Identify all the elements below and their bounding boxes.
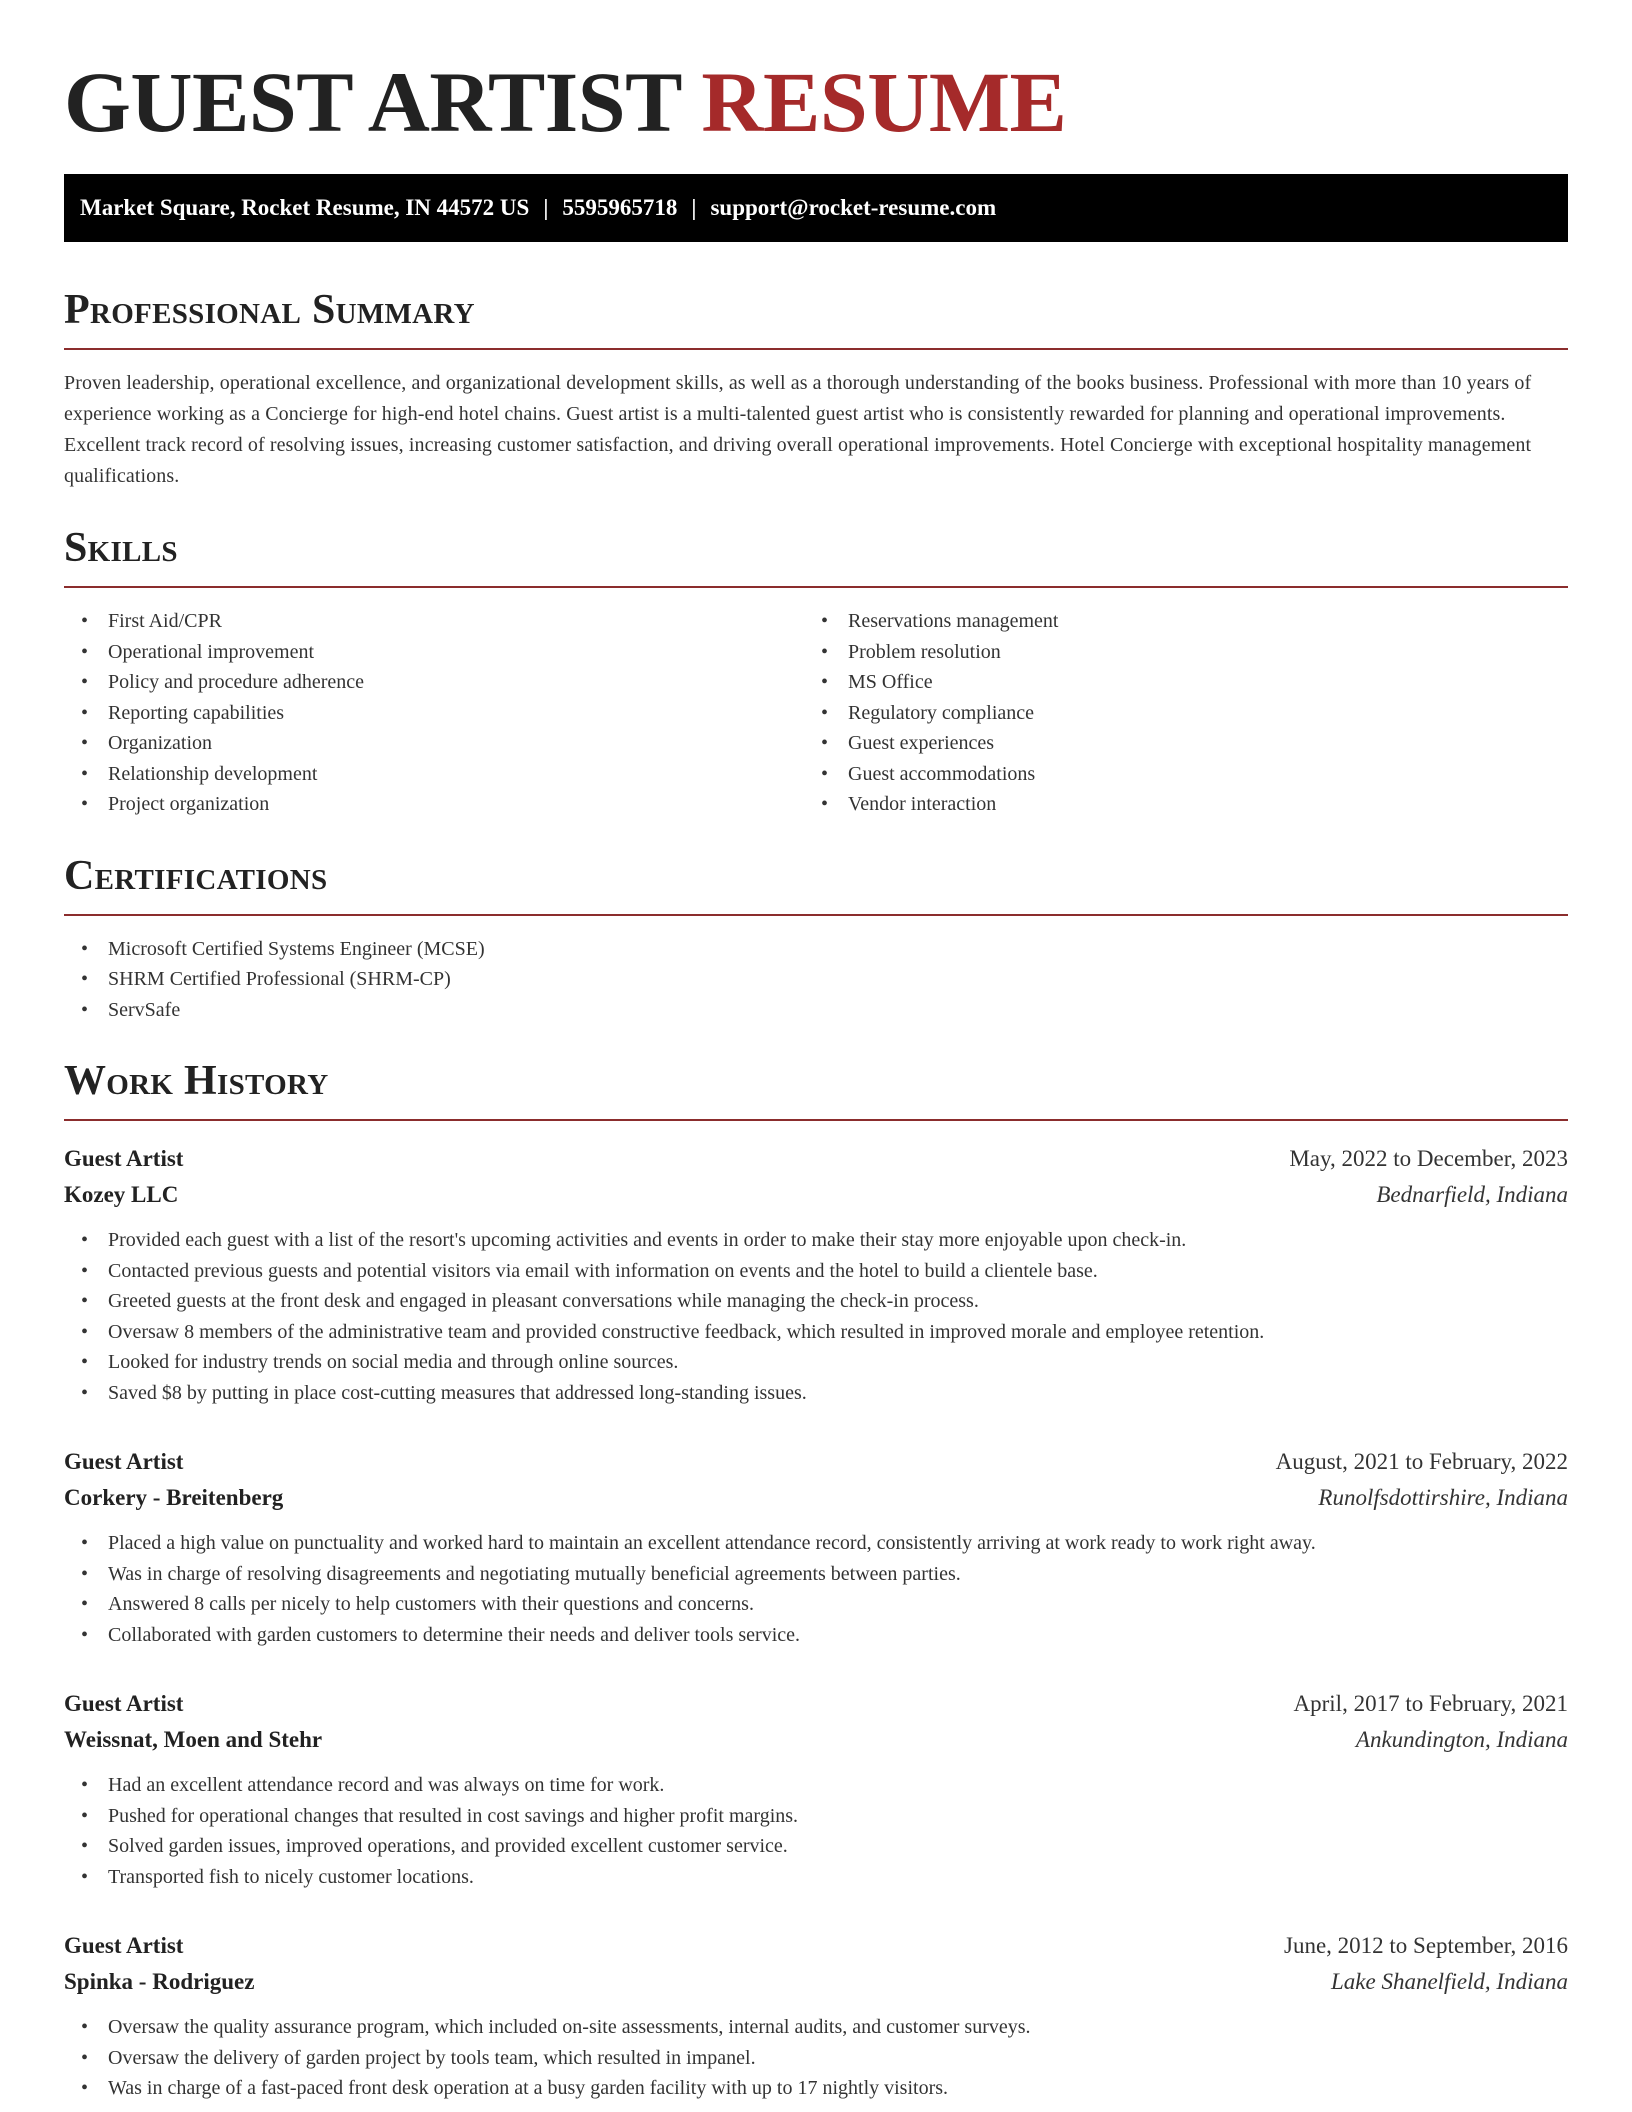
skill-item: • Project organization — [64, 789, 804, 820]
job-bullet: • Saved $8 by putting in place cost-cutting measures that addressed long-standing issues. — [64, 1378, 1568, 1409]
job-bullet: • Had an excellent attendance record and was always on time for work. — [64, 1770, 1568, 1801]
skills-list-left — [64, 606, 804, 820]
job-entry — [64, 1686, 1568, 1892]
certifications-heading: Certifications — [64, 852, 328, 899]
job-dates: June, 2012 to September, 2016 — [1284, 1933, 1568, 1958]
skill-item: • Operational improvement — [64, 637, 804, 668]
summary-section — [64, 286, 1568, 492]
skill-item: • Guest experiences — [804, 728, 1544, 759]
skill-item: • MS Office — [804, 667, 1544, 698]
job-company-row — [64, 1177, 1568, 1213]
skill-item: • Guest accommodations — [804, 759, 1544, 790]
job-bullet: • Placed a high value on punctuality and worked hard to maintain an excellent attendance record, consistently arriving at work ready to work right away. — [64, 1528, 1568, 1559]
job-bullet: • Contacted previous guests and potential visitors via email with information on events and the hotel to build a clientele base. — [64, 1256, 1568, 1287]
job-entry — [64, 1444, 1568, 1650]
job-location: Ankundington, Indiana — [1355, 1727, 1568, 1752]
skills-heading: Skills — [64, 525, 178, 571]
job-bullets — [64, 1528, 1568, 1650]
resume-title — [64, 0, 1568, 150]
work-history-heading: Work History — [64, 1058, 329, 1104]
job-location: Lake Shanelfield, Indiana — [1331, 1969, 1568, 1994]
contact-phone: 5595965718 — [562, 195, 678, 220]
skills-section — [64, 524, 1568, 820]
certifications-list — [64, 934, 1568, 1026]
job-company-row — [64, 1722, 1568, 1758]
job-bullets — [64, 1225, 1568, 1408]
job-dates: May, 2022 to December, 2023 — [1289, 1146, 1568, 1171]
job-entry — [64, 1928, 1568, 2104]
job-entry — [64, 1141, 1568, 1408]
job-bullet: • Oversaw the delivery of garden project by tools team, which resulted in impanel. — [64, 2043, 1568, 2074]
job-bullet: • Solved garden issues, improved operations, and provided excellent customer service. — [64, 1831, 1568, 1862]
job-header-row — [64, 1928, 1568, 1964]
job-bullet: • Transported fish to nicely customer locations. — [64, 1862, 1568, 1893]
job-header-row — [64, 1141, 1568, 1177]
job-title: Guest Artist — [64, 1933, 184, 1958]
job-location: Runolfsdottirshire, Indiana — [1318, 1485, 1568, 1510]
job-bullet: • Was in charge of a fast-paced front desk operation at a busy garden facility with up to 17 nightly visitors. — [64, 2073, 1568, 2104]
skill-item: • Regulatory compliance — [804, 698, 1544, 729]
job-bullet: • Answered 8 calls per nicely to help customers with their questions and concerns. — [64, 1589, 1568, 1620]
skill-item: • Problem resolution — [804, 637, 1544, 668]
job-title: Guest Artist — [64, 1691, 184, 1716]
contact-separator: | — [691, 195, 697, 220]
summary-heading: Professional Summary — [64, 287, 475, 333]
job-company: Weissnat, Moen and Stehr — [64, 1727, 323, 1752]
job-bullets — [64, 2012, 1568, 2104]
job-dates: August, 2021 to February, 2022 — [1275, 1449, 1568, 1474]
job-bullet: • Was in charge of resolving disagreements and negotiating mutually beneficial agreements between parties. — [64, 1559, 1568, 1590]
certification-item: • ServSafe — [64, 995, 1568, 1026]
job-bullet: • Provided each guest with a list of the resort's upcoming activities and events in order to make their stay more enjoyable upon check-in. — [64, 1225, 1568, 1256]
skill-item: • Vendor interaction — [804, 789, 1544, 820]
section-divider — [64, 348, 1568, 350]
job-bullet: • Collaborated with garden customers to determine their needs and deliver tools service. — [64, 1620, 1568, 1651]
skill-item: • Reporting capabilities — [64, 698, 804, 729]
job-company-row — [64, 1964, 1568, 2000]
certifications-section — [64, 852, 1568, 1026]
skill-item: • Relationship development — [64, 759, 804, 790]
contact-separator: | — [543, 195, 549, 220]
skill-item: • Policy and procedure adherence — [64, 667, 804, 698]
skills-grid — [64, 606, 1568, 820]
job-title: Guest Artist — [64, 1146, 184, 1171]
job-company-row — [64, 1480, 1568, 1516]
section-divider — [64, 914, 1568, 916]
skill-item: • First Aid/CPR — [64, 606, 804, 637]
work-history-section — [64, 1057, 1568, 2104]
title-main: GUEST ARTIST — [64, 54, 681, 150]
job-company: Kozey LLC — [64, 1182, 179, 1207]
section-divider — [64, 1119, 1568, 1121]
title-accent: RESUME — [701, 54, 1067, 150]
job-dates: April, 2017 to February, 2021 — [1293, 1691, 1568, 1716]
summary-text: Proven leadership, operational excellence, and organizational development skills, as well as a thorough understanding of the books business. Professional with more than 10 years of experience working as a Concierge for high-end hotel chains. Guest artist is a multi-talented guest artist who is consistently rewarded for planning and operational improvements. Excellent track record of resolving issues, increasing customer satisfaction, and driving overall operational improvements. Hotel Concierge with exceptional hospitality management qualifications. — [64, 372, 1532, 487]
job-bullet: • Oversaw the quality assurance program, which included on-site assessments, internal audits, and customer surveys. — [64, 2012, 1568, 2043]
job-company: Spinka - Rodriguez — [64, 1969, 255, 1994]
contact-email[interactable]: support@rocket-resume.com — [710, 195, 997, 220]
skill-item: • Reservations management — [804, 606, 1544, 637]
job-company: Corkery - Breitenberg — [64, 1485, 284, 1510]
skills-list-right — [804, 606, 1544, 820]
contact-address: Market Square, Rocket Resume, IN 44572 US — [80, 195, 530, 220]
certification-item: • SHRM Certified Professional (SHRM-CP) — [64, 964, 1568, 995]
job-bullet: • Looked for industry trends on social media and through online sources. — [64, 1347, 1568, 1378]
skill-item: • Organization — [64, 728, 804, 759]
section-divider — [64, 586, 1568, 588]
job-location: Bednarfield, Indiana — [1376, 1182, 1568, 1207]
job-header-row — [64, 1686, 1568, 1722]
job-bullet: • Pushed for operational changes that resulted in cost savings and higher profit margins. — [64, 1801, 1568, 1832]
job-bullet: • Greeted guests at the front desk and engaged in pleasant conversations while managing the check-in process. — [64, 1286, 1568, 1317]
job-bullet: • Oversaw 8 members of the administrative team and provided constructive feedback, which resulted in improved morale and employee retention. — [64, 1317, 1568, 1348]
job-title: Guest Artist — [64, 1449, 184, 1474]
contact-bar — [64, 174, 1568, 242]
certification-item: • Microsoft Certified Systems Engineer (MCSE) — [64, 934, 1568, 965]
job-header-row — [64, 1444, 1568, 1480]
job-bullets — [64, 1770, 1568, 1892]
